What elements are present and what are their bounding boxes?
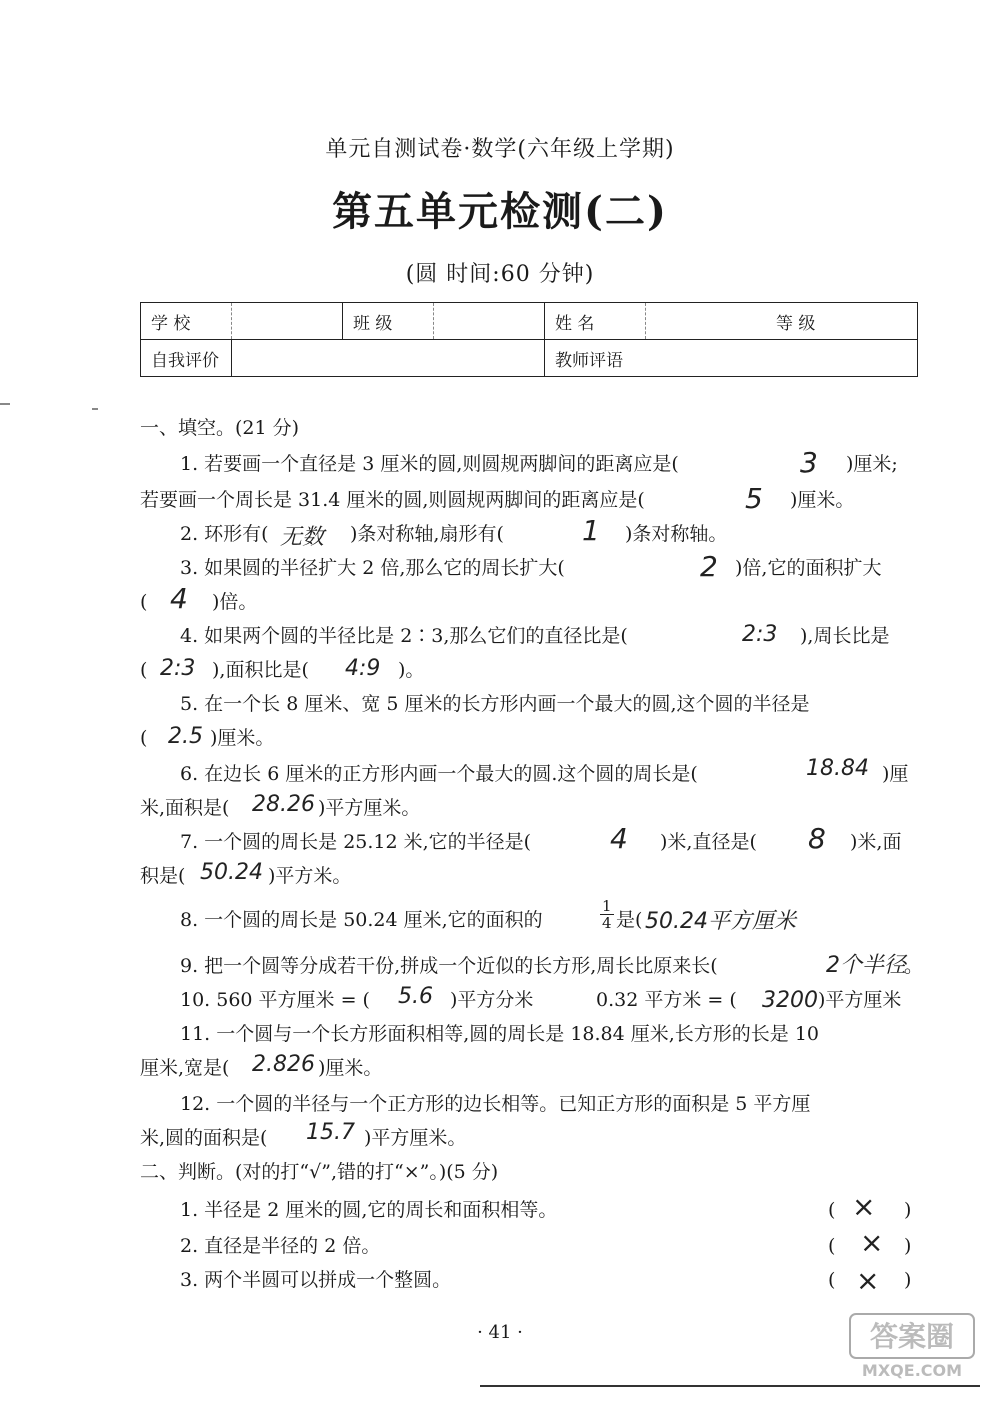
q8b-text: 是( [616,909,643,931]
name-field[interactable] [646,303,767,340]
judge-paren-close-2: ) [904,1235,912,1257]
judge-paren-open-1: ( [828,1199,836,1221]
q4d-answer: 4:9 [345,656,381,681]
watermark-text: 答案圈 [869,1320,955,1353]
q5b-text: ( [140,727,148,749]
q2a-answer: 无数 [280,525,325,550]
teacher-eval-field[interactable] [646,340,918,377]
q8-fraction [600,898,614,931]
q3c-text: ( [140,591,148,613]
judge-item-1: 1. 半径是 2 厘米的圆,它的周长和面积相等。 [180,1199,558,1221]
q10b-text: )平方分米 [450,989,534,1011]
judge-mark-2[interactable]: × [860,1226,884,1259]
q4b-text: ),周长比是 [800,625,890,647]
school-label: 学 校 [141,303,232,340]
judge-paren-close-3: ) [904,1269,912,1291]
q6a-text: 6. 在边长 6 厘米的正方形内画一个最大的圆.这个圆的周长是( [180,763,698,785]
q5c-text: )厘米。 [210,727,275,749]
q7d-text: 积是( [140,865,186,887]
q11a-text: 11. 一个圆与一个长方形面积相等,圆的周长是 18.84 厘米,长方形的长是 10 [180,1023,820,1045]
bottom-rule [480,1385,980,1387]
class-field[interactable] [434,303,545,340]
q2b-text: )条对称轴,扇形有( [350,523,504,545]
q10d-text: )平方厘米 [818,989,902,1011]
q2a-text: 2. 环形有( [180,523,269,545]
q6c-answer: 28.26 [252,792,315,817]
q1b-text: 若要画一个周长是 31.4 厘米的圆,则圆规两脚间的距离应是( [140,489,645,511]
q1b-answer: 5 [745,482,763,515]
q7a-text: 7. 一个圆的周长是 25.12 米,它的半径是( [180,831,532,853]
scan-mark [92,408,98,410]
q3b-text: )倍,它的面积扩大 [735,557,882,579]
q2c-text: )条对称轴。 [625,523,728,545]
page-title: 第五单元检测(二) [332,188,668,235]
scan-mark [0,403,10,405]
q4c-answer: 2:3 [160,656,196,681]
class-label: 班 级 [343,303,434,340]
q4c-text: ( [140,659,148,681]
q9a-text: 9. 把一个圆等分成若干份,拼成一个近似的长方形,周长比原来长( [180,955,718,977]
series-title: 单元自测试卷·数学(六年级上学期) [325,137,675,162]
q7e-text: )平方米。 [268,865,352,887]
teacher-eval-label: 教师评语 [545,340,646,377]
page-number: · 41 · [477,1322,523,1343]
q10c-answer: 3200 [762,988,818,1013]
q1a-end: )厘米; [846,453,898,475]
q4a-text: 4. 如果两个圆的半径比是 2∶3,那么它们的直径比是( [180,625,628,647]
q12-answer: 15.7 [306,1120,355,1145]
q4d-text: ),面积比是( [212,659,309,681]
q10a-answer: 5.6 [398,984,433,1009]
q3c-answer: 4 [170,582,188,615]
judge-mark-3[interactable]: × [856,1264,880,1297]
q6c-text: 米,面积是( [140,797,230,819]
q5a-text: 5. 在一个长 8 厘米、宽 5 厘米的长方形内画一个最大的圆,这个圆的半径是 [180,693,810,715]
q12c-text: )平方厘米。 [364,1127,467,1149]
school-field[interactable] [232,303,343,340]
judge-paren-close-1: ) [904,1199,912,1221]
judge-item-3: 3. 两个半圆可以拼成一个整圆。 [180,1269,452,1291]
q8-numerator: 1 [602,897,612,915]
q12b-text: 米,圆的面积是( [140,1127,268,1149]
watermark-logo [848,1312,976,1382]
q2b-answer: 1 [582,514,600,547]
judge-paren-open-2: ( [828,1235,836,1257]
name-label: 姓 名 [545,303,646,340]
q4e-text: )。 [398,659,425,681]
q3d-text: )倍。 [212,591,258,613]
page-subtitle: (圆 时间:60 分钟) [405,262,595,287]
q6b-text: )厘 [882,763,909,785]
q1b-end: )厘米。 [790,489,855,511]
self-eval-label: 自我评价 [141,340,232,377]
q11b-text: 厘米,宽是( [140,1057,230,1079]
q7a-answer: 4 [610,822,628,855]
q12a-text: 12. 一个圆的半径与一个正方形的边长相等。已知正方形的面积是 5 平方厘 [180,1093,811,1115]
q10c-text: 0.32 平方米 = ( [596,989,737,1011]
q1a-answer: 3 [800,446,818,479]
q8-denominator: 4 [602,914,612,932]
q7c-text: )米,面 [850,831,902,853]
watermark-subtext: MXQE.COM [861,1361,963,1380]
q10a-text: 10. 560 平方厘米 = ( [180,989,370,1011]
q6a-answer: 18.84 [806,756,869,781]
judge-mark-1[interactable]: × [852,1190,876,1223]
q8a-text: 8. 一个圆的周长是 50.24 厘米,它的面积的 [180,909,543,931]
q1a-text: 1. 若要画一个直径是 3 厘米的圆,则圆规两脚间的距离应是( [180,453,679,475]
q7d-answer: 50.24 [200,860,263,885]
judge-item-2: 2. 直径是半径的 2 倍。 [180,1235,381,1257]
q8-answer: 50.24平方厘米 [645,909,796,934]
section2-heading: 二、判断。(对的打“√”,错的打“×”。)(5 分) [140,1161,499,1183]
q6d-text: )平方厘米。 [318,797,421,819]
grade-label: 等 级 [766,303,856,340]
q3a-answer: 2 [700,550,718,583]
q11-answer: 2.826 [252,1052,315,1077]
info-table [140,302,918,377]
q9-answer: 2个半径 [826,953,906,978]
self-eval-field[interactable] [232,340,545,377]
grade-field[interactable] [856,303,918,340]
q7b-text: )米,直径是( [660,831,757,853]
q4a-answer: 2:3 [742,622,778,647]
q9b-text: 。 [904,955,924,977]
q3a-text: 3. 如果圆的半径扩大 2 倍,那么它的周长扩大( [180,557,565,579]
q5b-answer: 2.5 [168,724,203,749]
section1-heading: 一、填空。(21 分) [140,417,300,439]
q11c-text: )厘米。 [318,1057,383,1079]
judge-paren-open-3: ( [828,1269,836,1291]
q7b-answer: 8 [808,822,826,855]
